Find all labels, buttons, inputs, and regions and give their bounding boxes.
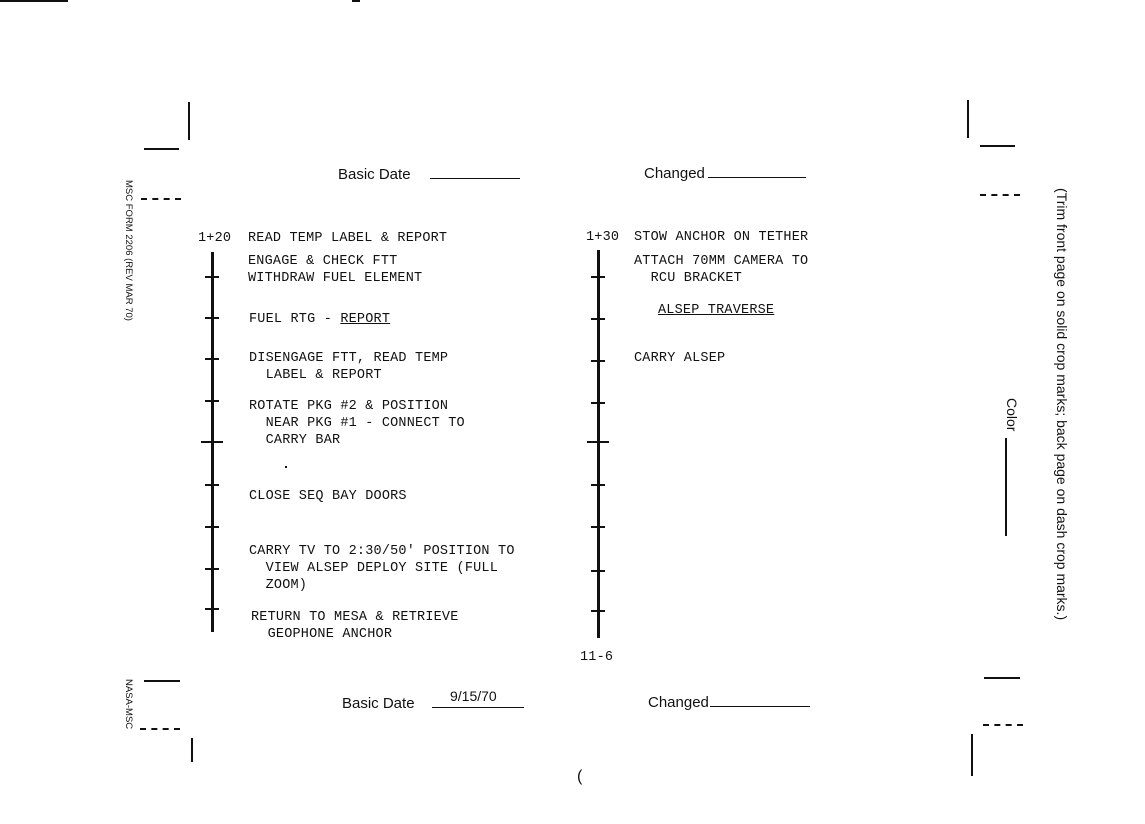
left-item: RETURN TO MESA & RETRIEVE GEOPHONE ANCHOR	[251, 610, 459, 642]
right-time-marker: 1+30	[586, 230, 620, 245]
left-tick	[205, 276, 219, 278]
footer-basic-date-label: Basic Date	[342, 695, 415, 712]
alsep-traverse-heading: ALSEP TRAVERSE	[658, 303, 775, 318]
right-tick	[587, 441, 609, 443]
left-item: ENGAGE & CHECK FTT WITHDRAW FUEL ELEMENT	[248, 254, 423, 286]
header-changed-label: Changed	[644, 165, 705, 182]
left-item-fuel-rtg	[249, 311, 390, 328]
header-changed-blank	[708, 177, 806, 178]
left-tick	[205, 608, 219, 610]
form-number-label: MSC FORM 2206 (REV MAR 70)	[123, 180, 134, 321]
crop-mark-bottom-left-vertical	[191, 738, 193, 762]
left-item: CLOSE SEQ BAY DOORS	[249, 489, 407, 504]
left-item: READ TEMP LABEL & REPORT	[248, 231, 448, 246]
left-item: ROTATE PKG #2 & POSITION NEAR PKG #1 - CONNECT TO CARRY BAR	[249, 399, 465, 448]
right-timeline	[597, 250, 600, 638]
stray-mark	[285, 466, 287, 468]
trim-instruction-note: (Trim front page on solid crop marks; back page on dash crop marks.)	[1054, 188, 1070, 621]
crop-mark-top-left-horizontal	[144, 148, 179, 150]
left-tick	[205, 526, 219, 528]
page-number: 11-6	[580, 650, 614, 665]
crop-mark-top-left-vertical	[188, 102, 190, 140]
footer-changed-blank	[710, 706, 810, 707]
left-tick	[201, 441, 223, 443]
stray-mark: (	[577, 768, 583, 785]
crop-mark-top-left-dash	[141, 198, 181, 200]
left-time-marker: 1+20	[198, 231, 232, 246]
left-tick	[205, 400, 219, 402]
fuel-rtg-report: REPORT	[340, 312, 391, 327]
crop-mark-bottom-left-horizontal	[144, 680, 180, 682]
right-tick	[591, 610, 605, 612]
right-tick	[591, 276, 605, 278]
right-tick	[591, 570, 605, 572]
right-tick	[591, 318, 605, 320]
crop-mark-bottom-right-dash	[983, 724, 1023, 726]
header-basic-date-label: Basic Date	[338, 166, 411, 183]
agency-label: NASA-MSC	[123, 679, 134, 730]
crop-mark-bottom-right-vertical	[971, 734, 973, 776]
color-label: Color	[1004, 398, 1020, 432]
left-tick	[205, 568, 219, 570]
header-basic-date-blank	[430, 178, 520, 179]
footer-basic-date-blank	[432, 707, 524, 708]
fuel-rtg-label: FUEL RTG -	[249, 312, 341, 327]
right-item: CARRY ALSEP	[634, 351, 726, 366]
crop-mark-bottom-left-dash	[140, 728, 180, 730]
crop-mark-bottom-right-horizontal	[984, 677, 1020, 679]
left-tick	[205, 317, 219, 319]
right-tick	[591, 526, 605, 528]
color-blank-line	[1005, 438, 1007, 536]
top-center-mark	[352, 0, 360, 2]
top-left-rule	[0, 0, 68, 2]
left-item: DISENGAGE FTT, READ TEMP LABEL & REPORT	[249, 351, 449, 383]
right-item: ATTACH 70MM CAMERA TO RCU BRACKET	[634, 254, 809, 286]
crop-mark-top-right-vertical	[967, 100, 969, 138]
footer-changed-label: Changed	[648, 694, 709, 711]
right-tick	[591, 360, 605, 362]
right-tick	[591, 484, 605, 486]
right-item: STOW ANCHOR ON TETHER	[634, 230, 809, 245]
left-tick	[205, 484, 219, 486]
left-tick	[205, 358, 219, 360]
right-tick	[591, 402, 605, 404]
footer-basic-date-value: 9/15/70	[450, 688, 497, 704]
left-item: CARRY TV TO 2:30/50' POSITION TO VIEW ALSEP DEPLOY SITE (FULL ZOOM)	[249, 544, 515, 593]
crop-mark-top-right-horizontal	[980, 145, 1015, 147]
crop-mark-top-right-dash	[980, 194, 1020, 196]
